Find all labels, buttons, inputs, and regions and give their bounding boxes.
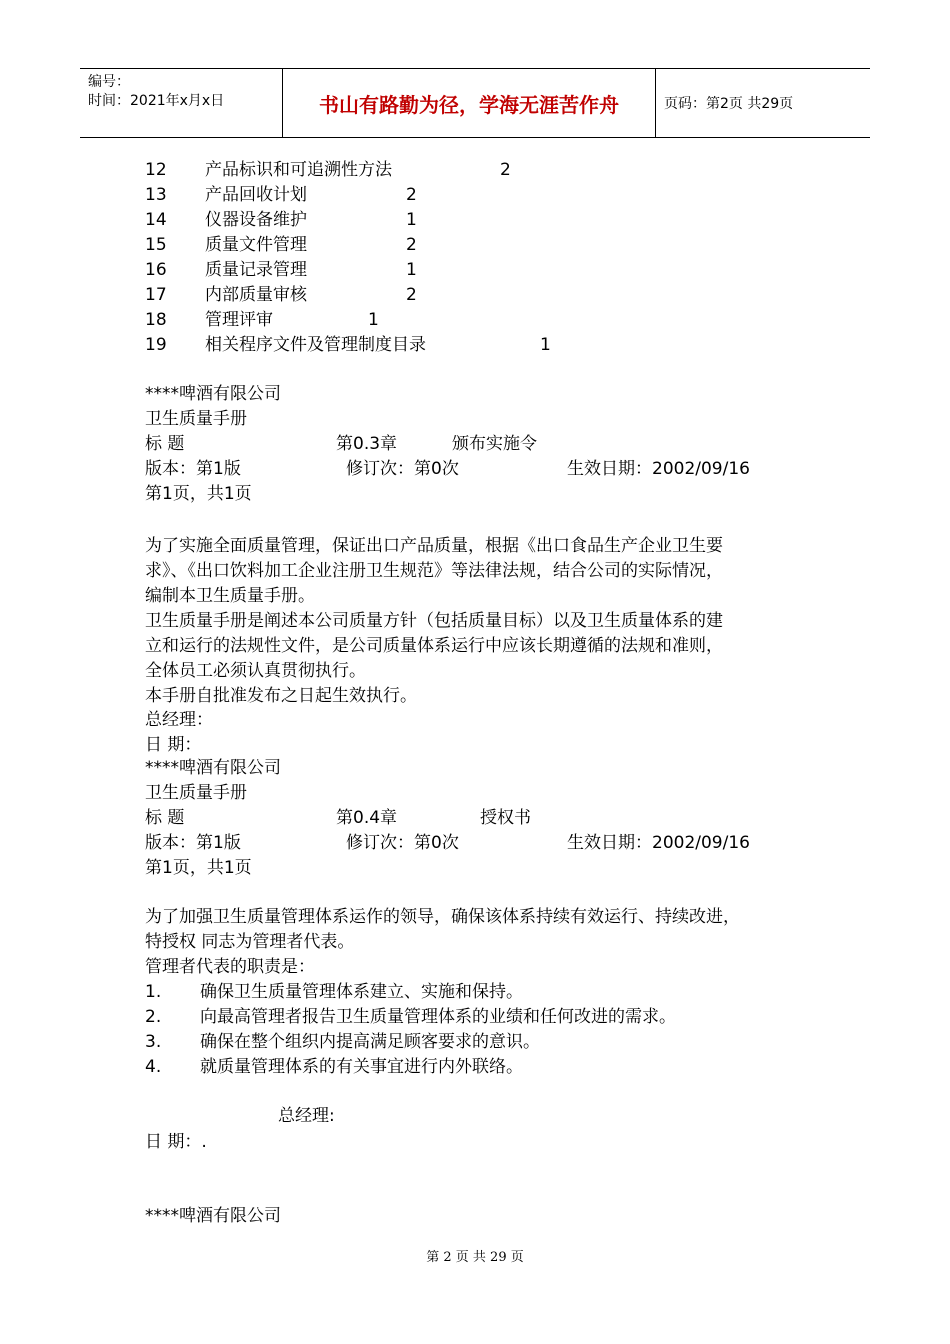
general-manager-label: 总经理: bbox=[278, 1106, 335, 1126]
date-label: 日 期： bbox=[145, 735, 202, 755]
toc-title: 仪器设备维护 bbox=[205, 210, 307, 230]
body-paragraph: 全体员工必须认真贯彻执行。 bbox=[145, 661, 366, 681]
body-paragraph: 本手册自批准发布之日起生效执行。 bbox=[145, 686, 417, 706]
toc-title: 产品回收计划 bbox=[205, 185, 307, 205]
toc-title: 管理评审 bbox=[205, 310, 273, 330]
duty-text: 确保在整个组织内提高满足顾客要求的意识。 bbox=[200, 1032, 540, 1052]
toc-number: 16 bbox=[145, 260, 167, 280]
toc-title: 产品标识和可追溯性方法 bbox=[205, 160, 392, 180]
toc-title: 相关程序文件及管理制度目录 bbox=[205, 335, 426, 355]
effective-date: 生效日期：2002/09/16 bbox=[567, 459, 750, 479]
toc-number: 14 bbox=[145, 210, 167, 230]
toc-pages: 1 bbox=[368, 310, 379, 330]
header-motto: 书山有路勤为径，学海无涯苦作舟 bbox=[319, 92, 619, 117]
version: 版本：第1版 bbox=[145, 833, 241, 853]
toc-pages: 1 bbox=[406, 210, 417, 230]
toc-pages: 1 bbox=[540, 335, 551, 355]
toc-number: 18 bbox=[145, 310, 167, 330]
toc-number: 13 bbox=[145, 185, 167, 205]
title-label: 标 题 bbox=[145, 808, 185, 828]
body-paragraph: 为了加强卫生质量管理体系运作的领导，确保该体系持续有效运行、持续改进， bbox=[145, 907, 740, 927]
duty-number: 4. bbox=[145, 1057, 162, 1077]
toc-pages: 1 bbox=[406, 260, 417, 280]
body-paragraph: 卫生质量手册是阐述本公司质量方针（包括质量目标）以及卫生质量体系的建 bbox=[145, 611, 723, 631]
duty-text: 向最高管理者报告卫生质量管理体系的业绩和任何改进的需求。 bbox=[200, 1007, 676, 1027]
header-page-info: 页码：第2页 共29页 bbox=[664, 96, 794, 112]
body-paragraph: 管理者代表的职责是： bbox=[145, 957, 315, 977]
duty-text: 就质量管理体系的有关事宜进行内外联络。 bbox=[200, 1057, 523, 1077]
company-name: ****啤酒有限公司 bbox=[145, 758, 281, 778]
toc-number: 12 bbox=[145, 160, 167, 180]
page-count: 第1页，共1页 bbox=[145, 484, 252, 504]
chapter-title: 授权书 bbox=[480, 808, 531, 828]
toc-pages: 2 bbox=[406, 185, 417, 205]
chapter-number: 第0.3章 bbox=[336, 434, 398, 454]
body-paragraph: 求》、《出口饮料加工企业注册卫生规范》等法律法规，结合公司的实际情况， bbox=[145, 561, 723, 581]
toc-title: 质量文件管理 bbox=[205, 235, 307, 255]
version: 版本：第1版 bbox=[145, 459, 241, 479]
page-footer: 第 2 页 共 29 页 bbox=[426, 1250, 524, 1265]
duty-text: 确保卫生质量管理体系建立、实施和保持。 bbox=[200, 982, 523, 1002]
header-left bbox=[88, 73, 224, 111]
page-header bbox=[80, 68, 870, 138]
toc-title: 内部质量审核 bbox=[205, 285, 307, 305]
manual-name: 卫生质量手册 bbox=[145, 783, 247, 803]
manual-name: 卫生质量手册 bbox=[145, 409, 247, 429]
body-paragraph: 立和运行的法规性文件，是公司质量体系运行中应该长期遵循的法规和准则， bbox=[145, 636, 723, 656]
body-paragraph: 为了实施全面质量管理，保证出口产品质量，根据《出口食品生产企业卫生要 bbox=[145, 536, 723, 556]
company-name: ****啤酒有限公司 bbox=[145, 384, 281, 404]
toc-number: 19 bbox=[145, 335, 167, 355]
revision: 修订次：第0次 bbox=[346, 459, 459, 479]
toc-title: 质量记录管理 bbox=[205, 260, 307, 280]
page-count: 第1页，共1页 bbox=[145, 858, 252, 878]
duty-number: 1. bbox=[145, 982, 162, 1002]
chapter-number: 第0.4章 bbox=[336, 808, 398, 828]
time-label: 时间：2021年x月x日 bbox=[88, 93, 225, 109]
toc-pages: 2 bbox=[406, 235, 417, 255]
toc-number: 15 bbox=[145, 235, 167, 255]
toc-number: 17 bbox=[145, 285, 167, 305]
body-paragraph: 特授权 同志为管理者代表。 bbox=[145, 932, 355, 952]
toc-pages: 2 bbox=[406, 285, 417, 305]
duty-number: 3. bbox=[145, 1032, 162, 1052]
body-paragraph: 编制本卫生质量手册。 bbox=[145, 586, 315, 606]
effective-date: 生效日期：2002/09/16 bbox=[567, 833, 750, 853]
toc-pages: 2 bbox=[500, 160, 511, 180]
number-label: 编号： bbox=[88, 74, 130, 90]
duty-number: 2. bbox=[145, 1007, 162, 1027]
title-label: 标 题 bbox=[145, 434, 185, 454]
company-name: ****啤酒有限公司 bbox=[145, 1206, 281, 1226]
chapter-title: 颁布实施令 bbox=[452, 434, 537, 454]
date-label: 日 期：. bbox=[145, 1132, 207, 1152]
header-divider bbox=[655, 69, 656, 137]
revision: 修订次：第0次 bbox=[346, 833, 459, 853]
general-manager-label: 总经理： bbox=[145, 710, 213, 730]
